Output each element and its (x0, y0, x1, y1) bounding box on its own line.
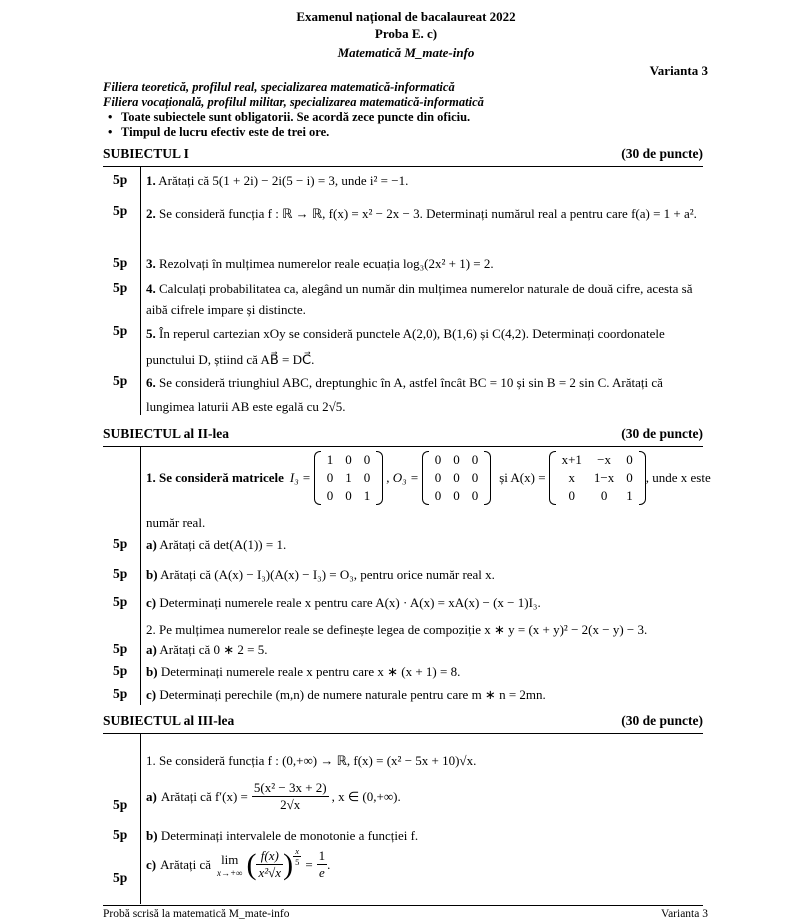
intro-bullet-1: • Toate subiectele sunt obligatorii. Se acordă zece puncte din oficiu. (121, 110, 470, 125)
s1-item-5 (146, 321, 710, 373)
matrix-cell: 1 (626, 488, 633, 503)
matrix-cell: 0 (626, 452, 633, 467)
s2-p1c-label: c) (146, 595, 157, 610)
s2-p2c-label: c) (146, 687, 157, 702)
exam-title: Examenul național de bacalaureat 2022 (296, 9, 516, 24)
matrix-cell: 1−x (593, 470, 615, 485)
s1-item-2-text: Se consideră funcția f : ℝ → ℝ, f(x) = x² − 2x − 3. Determinați numărul real a pentru care f(a) = 1 + a². (159, 206, 697, 221)
s1-item-2 (146, 201, 710, 227)
s1-item-6 (146, 371, 710, 419)
s3-p1b-text: Determinați intervalele de monotonie a funcției f. (160, 828, 419, 843)
s3-limit-lim: lim (221, 851, 239, 867)
score-s3-1b: 5p (113, 827, 128, 842)
s1-item-2-num: 2. (146, 206, 156, 221)
s3-limit-sub: x→+∞ (217, 867, 243, 878)
section-2-title: SUBIECTUL al II-lea (103, 426, 230, 441)
score-s2-2a: 5p (113, 641, 128, 656)
matrix-cell: 0 (326, 470, 334, 485)
matrix-cell: −x (597, 452, 611, 467)
matrix-I3 (314, 451, 384, 505)
matrix-cell: 0 (626, 470, 633, 485)
score-s2-1b: 5p (113, 566, 128, 581)
s1-item-4-text: Calculați probabilitatea ca, alegând un număr din mulțimea numerelor naturale de două cifre, acesta să aibă cifrele impare și distincte. (146, 281, 693, 317)
matrix-cell: 0 (471, 488, 479, 503)
score-s2-2b: 5p (113, 663, 128, 678)
score-s1-3: 5p (113, 255, 128, 270)
section-1-divider (103, 166, 703, 167)
section-1-heading (103, 146, 703, 162)
s2-p2b-label: b) (146, 664, 158, 679)
s1-item-3-text: Rezolvați în mulțimea numerelor reale ecuația log₃(2x² + 1) = 2. (159, 256, 494, 271)
matrix-cell: 0 (434, 452, 442, 467)
s3-p1a-fraction (252, 780, 329, 813)
s3-p1-intro: 1. Se consideră funcția f : (0,+∞) → ℝ, f(x) = (x² − 5x + 10)√x. (146, 753, 477, 768)
s3-p1c-exponent (293, 846, 301, 867)
score-s3-1a: 5p (113, 797, 128, 812)
s2-p2b-text: Determinați numerele reale x pentru care x ∗ (x + 1) = 8. (160, 664, 461, 679)
matrix-cell: 0 (453, 470, 460, 485)
s3-p1c-pre: Arătați că (160, 856, 211, 872)
matrix-cell: 0 (434, 470, 442, 485)
matrix-cell: 1 (326, 452, 334, 467)
s3-p1a-label: a) (146, 788, 157, 804)
s1-item-4-num: 4. (146, 281, 156, 296)
section-1-score-rule (140, 167, 141, 415)
exam-subtitle: Proba E. c) (374, 26, 438, 41)
s2-p1b (146, 564, 710, 585)
s1-item-3 (146, 253, 710, 274)
matrix-cell: 0 (345, 488, 352, 503)
section-3-divider (103, 733, 703, 734)
score-s1-6: 5p (113, 373, 128, 388)
matrix-cell: 0 (326, 488, 334, 503)
score-s2-1c: 5p (113, 594, 128, 609)
matrix-cell: x+1 (561, 452, 582, 467)
s3-p1c-fraction (256, 848, 283, 881)
s3-p1a-denominator: 2√x (280, 797, 301, 812)
s3-p1c-exp-den: 5 (295, 857, 300, 867)
matrix-cell: 0 (453, 488, 460, 503)
s3-p1c-numerator: f(x) (256, 848, 283, 865)
matrix-cell: 0 (434, 488, 442, 503)
s1-item-6-num: 6. (146, 375, 156, 390)
s3-p1c-eq: = (305, 856, 313, 872)
s2-O3-label: , O₃ = (386, 470, 419, 485)
s3-p1c-denominator: x²√x (258, 865, 282, 880)
score-s1-4: 5p (113, 280, 128, 295)
score-s1-2: 5p (113, 203, 128, 218)
variant-label: Varianta 3 (649, 63, 708, 78)
s1-item-6-text: Se consideră triunghiul ABC, dreptunghic în A, astfel încât BC = 10 și sin B = 2 sin C. Arătați că lungimea laturii AB este egală cu 2√5. (146, 375, 663, 414)
s2-A-label: și A(x) = (499, 470, 546, 485)
s1-item-5-text: În reperul cartezian xOy se consideră punctele A(2,0), B(1,6) și C(4,2). Determinați coordonatele punctului D, știind că AB⃗ = DC⃗. (146, 326, 665, 367)
s2-I3-label: I₃ = (289, 470, 311, 485)
score-s3-1c: 5p (113, 870, 128, 885)
s3-p1c-result-den: e (319, 865, 325, 880)
s1-item-4 (146, 278, 710, 320)
section-3-title: SUBIECTUL al III-lea (103, 713, 235, 728)
s2-p1a-text: Arătați că det(A(1)) = 1. (159, 537, 287, 552)
s3-p1b-label: b) (146, 828, 158, 843)
s3-p1c-result (317, 848, 331, 881)
s2-p1-intro-end: număr real. (146, 515, 206, 530)
intro-line-1: Filiera teoretică, profilul real, specializarea matematică-informatică (103, 80, 455, 94)
matrix-cell: x (568, 470, 575, 485)
s1-item-3-num: 3. (146, 256, 156, 271)
s2-p1c (146, 592, 710, 613)
score-s2-1a: 5p (113, 536, 128, 551)
s2-p1b-label: b) (146, 567, 158, 582)
s3-p1c (146, 848, 330, 881)
section-2-heading (103, 426, 703, 442)
s2-p1a (146, 534, 710, 555)
s3-p1a-post: , x ∈ (0,+∞). (331, 788, 401, 804)
exam-subject: Matematică M_mate-info (337, 45, 475, 60)
score-s1-1: 5p (113, 172, 128, 187)
s3-p1c-exp-num: x (293, 846, 301, 857)
section-3-points: (30 de puncte) (621, 713, 703, 728)
s2-p2c (146, 684, 710, 705)
intro-line-2: Filiera vocațională, profilul militar, specializarea matematică-informatică (103, 95, 484, 109)
matrix-Ax (549, 451, 646, 505)
section-1-title: SUBIECTUL I (103, 146, 189, 161)
s2-p1c-text: Determinați numerele reale x pentru care A(x) · A(x) = xA(x) − (x − 1)I₃. (159, 595, 541, 610)
s2-p2-intro: 2. Pe mulțimea numerelor reale se definește legea de compoziție x ∗ y = (x + y)² − 2(x − y) − 3. (146, 622, 648, 637)
score-s2-2c: 5p (113, 686, 128, 701)
section-1-points: (30 de puncte) (621, 146, 703, 161)
s3-p1a-pre: Arătați că f′(x) = (160, 788, 248, 804)
matrix-cell: 0 (453, 452, 460, 467)
score-s1-5: 5p (113, 323, 128, 338)
matrix-cell: 0 (363, 470, 371, 485)
s3-limit (217, 852, 242, 878)
s1-item-1-text: Arătați că 5(1 + 2i) − 2i(5 − i) = 3, unde i² = −1. (158, 173, 409, 188)
section-2-divider (103, 446, 703, 447)
s3-p1c-result-num: 1 (318, 848, 326, 863)
matrix-cell: 0 (363, 452, 371, 467)
matrix-cell: 1 (345, 470, 352, 485)
s2-p2c-text: Determinați perechile (m,n) de numere naturale pentru care m ∗ n = 2mn. (159, 687, 546, 702)
section-2-score-rule (140, 447, 141, 705)
section-3-heading (103, 713, 703, 729)
s2-p2b (146, 661, 710, 682)
section-3-score-rule (140, 734, 141, 904)
footer-right: Varianta 3 (661, 908, 708, 920)
s1-item-5-num: 5. (146, 326, 156, 341)
s3-p1a (146, 780, 401, 813)
s3-p1c-label: c) (146, 856, 157, 872)
footer-divider (103, 905, 703, 906)
matrix-cell: 0 (568, 488, 575, 503)
matrix-O3 (422, 451, 492, 505)
matrix-cell: 1 (363, 488, 371, 503)
intro-bullet-2: • Timpul de lucru efectiv este de trei ore. (121, 125, 329, 140)
footer-left: Probă scrisă la matematică M_mate-info (103, 908, 290, 920)
s2-p1a-label: a) (146, 537, 157, 552)
s3-p1c-post: . (327, 856, 331, 872)
matrix-cell: 0 (600, 488, 608, 503)
s2-p1-intro-tail: , unde x este (645, 470, 711, 485)
matrix-cell: 0 (471, 452, 479, 467)
s2-p1b-text: Arătați că (A(x) − I₃)(A(x) − I₃) = O₃, pentru orice număr real x. (160, 567, 495, 582)
s1-item-1-num: 1. (146, 173, 156, 188)
s3-p1b (146, 825, 710, 846)
s1-item-1 (146, 170, 710, 191)
left-paren: ( (246, 847, 257, 881)
s2-p2a (146, 639, 710, 660)
s2-p2a-text: Arătați că 0 ∗ 2 = 5. (159, 642, 268, 657)
matrix-cell: 0 (471, 470, 479, 485)
s2-p1-intro (146, 451, 712, 505)
s2-p1-intro-text: 1. Se consideră matricele (146, 470, 284, 485)
section-2-points: (30 de puncte) (621, 426, 703, 441)
s3-p1a-numerator: 5(x² − 3x + 2) (253, 780, 327, 795)
matrix-cell: 0 (345, 452, 352, 467)
right-paren: ) (283, 847, 294, 881)
s2-p2a-label: a) (146, 642, 157, 657)
